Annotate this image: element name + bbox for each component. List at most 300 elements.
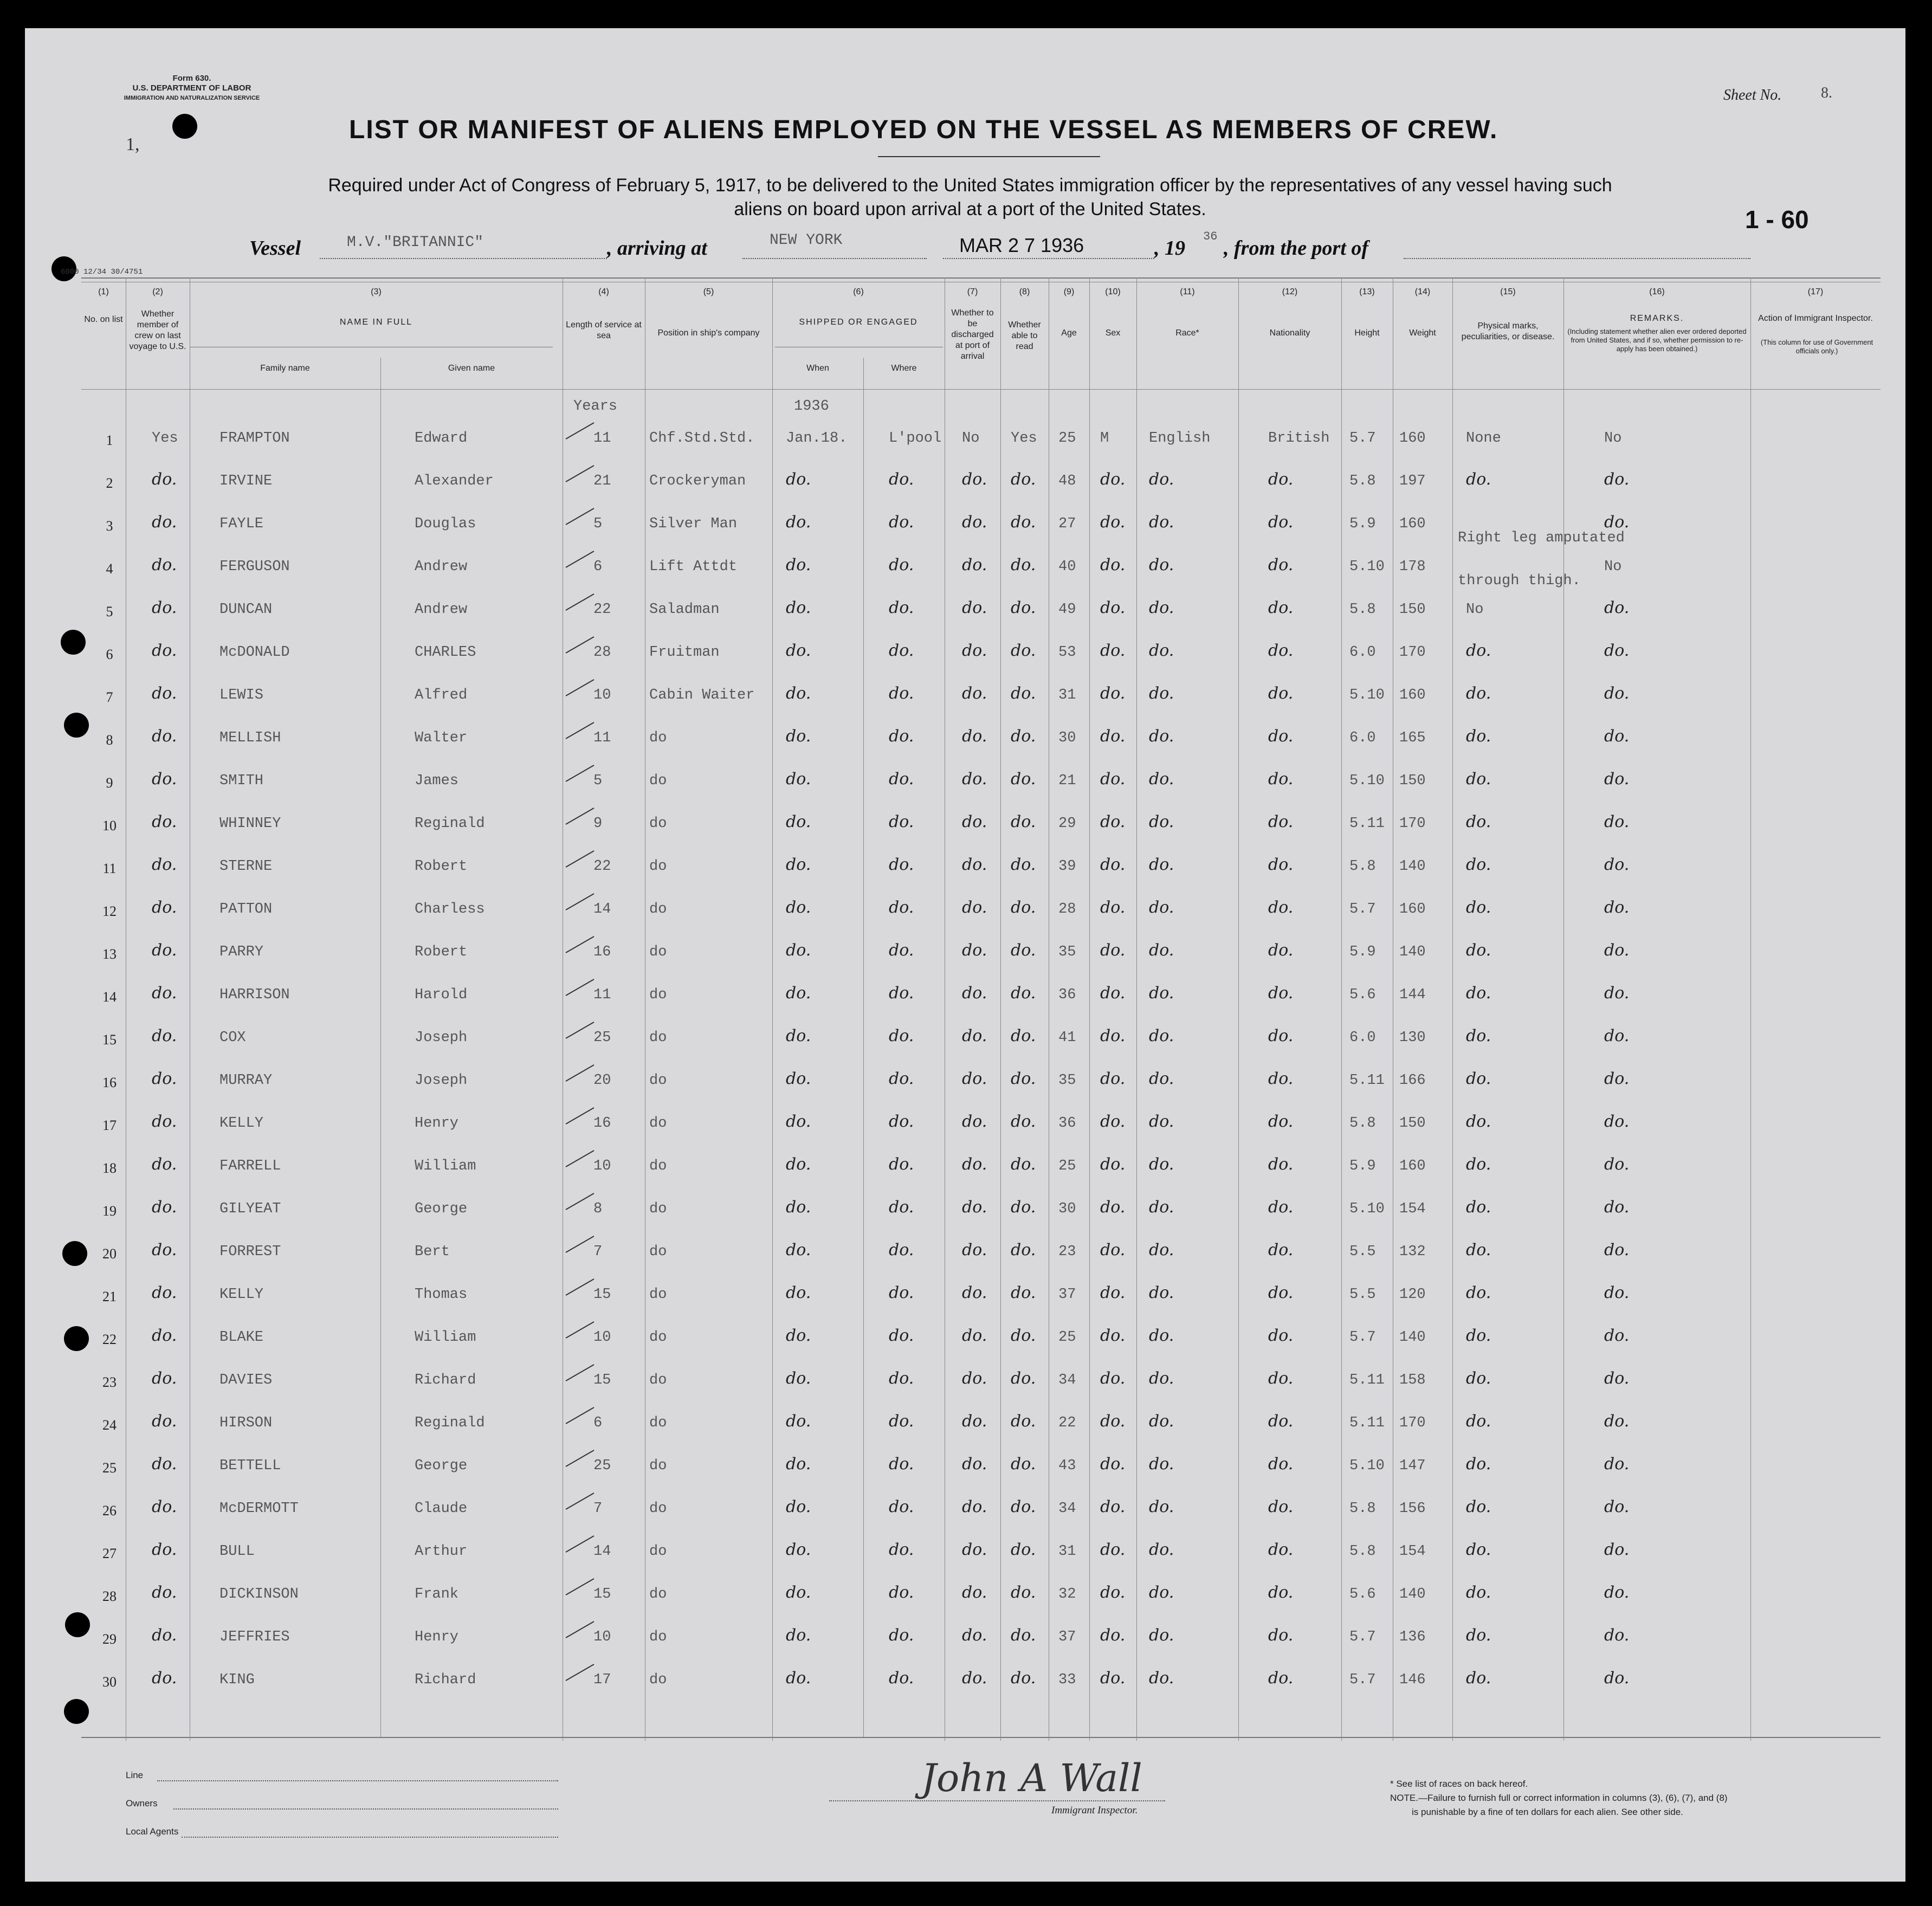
row-number: 2 [106, 475, 113, 491]
cell-when: do. [786, 598, 811, 617]
cell-where: do. [889, 898, 914, 917]
cell-given: William [415, 1158, 476, 1174]
cell-family: MELLISH [219, 730, 281, 746]
cell-weight: 160 [1399, 901, 1426, 918]
cell-given: Harold [415, 987, 468, 1003]
cell-crew: do. [152, 1669, 177, 1688]
cell-height: 5.7 [1349, 1329, 1376, 1346]
cell-age: 31 [1058, 687, 1076, 703]
cell-service: 10 [593, 1629, 611, 1645]
cell-marks: No [1466, 602, 1484, 618]
cell-marks: do. [1466, 1283, 1491, 1302]
cell-discharged: do. [962, 1069, 987, 1088]
from-port-label: , from the port of [1224, 237, 1369, 260]
cell-when: do. [786, 1540, 811, 1559]
cell-where: do. [889, 1198, 914, 1217]
cell-when: do. [786, 727, 811, 746]
cell-sex: do. [1100, 1326, 1126, 1345]
cell-position: do [649, 1543, 667, 1560]
cell-given: James [415, 773, 459, 789]
cell-marks: do. [1466, 727, 1491, 746]
cell-family: KING [219, 1672, 255, 1688]
column-label: Whether to be discharged at port of arrival [951, 308, 994, 361]
cell-where: do. [889, 984, 914, 1003]
column-number: (15) [1500, 287, 1516, 296]
cell-crew: Yes [152, 430, 178, 447]
cell-crew: do. [152, 1626, 177, 1645]
cell-race: do. [1149, 984, 1174, 1003]
row-number: 6 [106, 647, 113, 662]
cell-discharged: do. [962, 727, 987, 746]
binder-hole [64, 713, 89, 738]
cell-given: Joseph [415, 1030, 468, 1046]
cell-service: 15 [593, 1372, 611, 1388]
cell-remarks: do. [1604, 898, 1630, 917]
cell-family: HIRSON [219, 1415, 273, 1431]
cell-sex: do. [1100, 1240, 1126, 1259]
cell-family: PATTON [219, 901, 273, 918]
when-header: When [806, 364, 829, 373]
cell-race: do. [1149, 1155, 1174, 1174]
cell-given: Frank [415, 1586, 459, 1603]
cell-sex: do. [1100, 1155, 1126, 1174]
cell-remarks: do. [1604, 1112, 1630, 1131]
row-number: 7 [106, 689, 113, 705]
cell-remarks: do. [1604, 513, 1630, 532]
cell-family: FORREST [219, 1244, 281, 1260]
cell-given: Henry [415, 1629, 459, 1645]
cell-discharged: do. [962, 641, 987, 660]
cell-position: Chf.Std.Std. [649, 430, 755, 447]
cell-race: do. [1149, 770, 1174, 789]
cell-sex: do. [1100, 1112, 1126, 1131]
remarks-note: (Including statement whether alien ever ordered deported from United States, and if so, whether permission to re-apply has been obtained.) [1567, 327, 1747, 353]
row-number: 13 [102, 946, 117, 962]
cell-position: do [649, 1287, 667, 1303]
cell-position: do [649, 1372, 667, 1388]
cell-service: 5 [593, 773, 603, 789]
cell-remarks: do. [1604, 812, 1630, 831]
cell-read: do. [1011, 1669, 1036, 1688]
column-label: Length of service at sea [566, 320, 642, 340]
row-number: 29 [102, 1631, 117, 1647]
cell-age: 49 [1058, 602, 1076, 618]
table-top-rule [81, 277, 1881, 279]
cell-read: do. [1011, 1455, 1036, 1474]
cell-race: do. [1149, 684, 1174, 703]
cell-marks: do. [1466, 1669, 1491, 1688]
year-value: 36 [1203, 230, 1218, 243]
cell-height: 5.11 [1349, 1372, 1385, 1388]
cell-age: 30 [1058, 1201, 1076, 1217]
cell-marks: Right leg amputated [1458, 530, 1625, 546]
column-label: Physical marks, peculiarities, or disease. [1461, 321, 1555, 341]
cell-sex: do. [1100, 984, 1126, 1003]
cell-age: 27 [1058, 516, 1076, 532]
cell-weight: 160 [1399, 516, 1426, 532]
binder-hole [62, 1241, 87, 1266]
cell-nationality: do. [1268, 1583, 1294, 1602]
arriving-label: , arriving at [607, 237, 707, 260]
family-name-header: Family name [260, 364, 310, 373]
cell-given: Andrew [415, 559, 468, 575]
cell-given: Reginald [415, 1415, 485, 1431]
cell-crew: do. [152, 727, 177, 746]
cell-family: FAYLE [219, 516, 264, 532]
cell-weight: 166 [1399, 1072, 1426, 1089]
row-number: 22 [102, 1332, 117, 1347]
column-label: REMARKS. [1630, 314, 1684, 323]
cell-remarks: do. [1604, 770, 1630, 789]
cell-nationality: do. [1268, 1198, 1294, 1217]
cell-discharged: do. [962, 1540, 987, 1559]
cell-sex: do. [1100, 898, 1126, 917]
cell-race: do. [1149, 1240, 1174, 1259]
cell-family: FRAMPTON [219, 430, 290, 447]
column-number: (14) [1414, 287, 1431, 296]
cell-discharged: do. [962, 1369, 987, 1388]
cell-nationality: do. [1268, 727, 1294, 746]
cell-weight: 170 [1399, 644, 1426, 661]
cell-position: Silver Man [649, 516, 738, 532]
corner-marks: 1, [126, 134, 140, 154]
cell-sex: do. [1100, 1069, 1126, 1088]
cell-nationality: do. [1268, 812, 1294, 831]
cell-marks: do. [1466, 941, 1491, 960]
cell-position: do [649, 1415, 667, 1431]
cell-race: do. [1149, 1326, 1174, 1345]
cell-height: 5.9 [1349, 1158, 1376, 1174]
cell-height: 5.6 [1349, 1586, 1376, 1603]
cell-marks: do. [1466, 1369, 1491, 1388]
cell-remarks: do. [1604, 684, 1630, 703]
cell-where: do. [889, 770, 914, 789]
cell-remarks: do. [1604, 641, 1630, 660]
cell-service: 10 [593, 1329, 611, 1346]
cell-age: 25 [1058, 1158, 1076, 1174]
cell-read: do. [1011, 727, 1036, 746]
cell-read: do. [1011, 555, 1036, 574]
row-number: 15 [102, 1032, 117, 1048]
cell-crew: do. [152, 855, 177, 874]
column-number: (2) [152, 287, 163, 296]
cell-family: FARRELL [219, 1158, 281, 1174]
cell-when: do. [786, 1626, 811, 1645]
cell-weight: 140 [1399, 944, 1426, 960]
cell-crew: do. [152, 1412, 177, 1431]
cell-remarks: do. [1604, 1155, 1630, 1174]
row-number: 4 [106, 561, 113, 577]
cell-when: do. [786, 1026, 811, 1045]
cell-weight: 154 [1399, 1201, 1426, 1217]
cell-when: do. [786, 812, 811, 831]
cell-position: do [649, 1629, 667, 1645]
cell-position: do [649, 1115, 667, 1132]
cell-sex: do. [1100, 1283, 1126, 1302]
cell-given: Thomas [415, 1287, 468, 1303]
row-number: 5 [106, 604, 113, 619]
cell-read: do. [1011, 984, 1036, 1003]
cell-remarks: No [1604, 430, 1622, 447]
cell-discharged: do. [962, 1669, 987, 1688]
header-bottom-rule [81, 389, 1881, 390]
cell-age: 34 [1058, 1501, 1076, 1517]
cell-crew: do. [152, 770, 177, 789]
cell-sex: do. [1100, 555, 1126, 574]
cell-weight: 132 [1399, 1244, 1426, 1260]
cell-read: do. [1011, 684, 1036, 703]
cell-nationality: do. [1268, 470, 1294, 489]
cell-age: 32 [1058, 1586, 1076, 1603]
cell-family: DAVIES [219, 1372, 273, 1388]
row-number: 9 [106, 775, 113, 791]
cell-when: do. [786, 1583, 811, 1602]
cell-height: 5.8 [1349, 1543, 1376, 1560]
cell-crew: do. [152, 555, 177, 574]
cell-race: do. [1149, 1412, 1174, 1431]
subtitle [217, 173, 1723, 221]
cell-sex: do. [1100, 641, 1126, 660]
column-label: Age [1061, 328, 1077, 338]
cell-height: 6.0 [1349, 730, 1376, 746]
cell-family: DUNCAN [219, 602, 273, 618]
cell-remarks: do. [1604, 1069, 1630, 1088]
column-label: Position in ship's company [657, 328, 760, 338]
cell-given: CHARLES [415, 644, 476, 661]
cell-height: 5.11 [1349, 1415, 1385, 1431]
cell-position: Crockeryman [649, 473, 746, 489]
cell-when: Jan.18. [786, 430, 848, 447]
cell-where: do. [889, 727, 914, 746]
cell-sex: do. [1100, 1455, 1126, 1474]
cell-marks: do. [1466, 855, 1491, 874]
row-number: 18 [102, 1160, 117, 1176]
cell-read: do. [1011, 1326, 1036, 1345]
cell-when: do. [786, 555, 811, 574]
cell-when: do. [786, 513, 811, 532]
cell-when: do. [786, 1198, 811, 1217]
cell-family: COX [219, 1030, 246, 1046]
cell-service: 8 [593, 1201, 603, 1217]
cell-service: 21 [593, 473, 611, 489]
cell-crew: do. [152, 1455, 177, 1474]
cell-remarks: do. [1604, 1326, 1630, 1345]
cell-discharged: do. [962, 470, 987, 489]
cell-weight: 140 [1399, 1329, 1426, 1346]
cell-read: do. [1011, 1026, 1036, 1045]
cell-marks: through thigh. [1458, 573, 1581, 589]
cell-service: 15 [593, 1586, 611, 1603]
cell-height: 5.7 [1349, 430, 1376, 447]
cell-service: 6 [593, 559, 603, 575]
cell-position: do [649, 1501, 667, 1517]
cell-race: English [1149, 430, 1211, 447]
cell-height: 5.7 [1349, 901, 1376, 918]
cell-marks: do. [1466, 984, 1491, 1003]
column-number: (9) [1063, 287, 1075, 296]
row-number: 17 [102, 1117, 117, 1133]
cell-weight: 120 [1399, 1287, 1426, 1303]
cell-service: 17 [593, 1672, 611, 1688]
cell-age: 37 [1058, 1287, 1076, 1303]
cell-when: do. [786, 941, 811, 960]
cell-position: do [649, 944, 667, 960]
row-number: 8 [106, 732, 113, 748]
cell-nationality: do. [1268, 1626, 1294, 1645]
column-number: (11) [1180, 287, 1195, 296]
cell-sex: do. [1100, 684, 1126, 703]
cell-sex: do. [1100, 770, 1126, 789]
cell-marks: do. [1466, 1497, 1491, 1516]
cell-given: Alfred [415, 687, 468, 703]
cell-race: do. [1149, 470, 1174, 489]
cell-crew: do. [152, 941, 177, 960]
cell-read: do. [1011, 1369, 1036, 1388]
cell-weight: 165 [1399, 730, 1426, 746]
cell-age: 36 [1058, 1115, 1076, 1132]
cell-given: Bert [415, 1244, 450, 1260]
cell-remarks: do. [1604, 984, 1630, 1003]
binder-hole [64, 1699, 89, 1724]
cell-age: 33 [1058, 1672, 1076, 1688]
cell-family: PARRY [219, 944, 264, 960]
column-number: (5) [703, 287, 714, 296]
cell-crew: do. [152, 1497, 177, 1516]
cell-discharged: do. [962, 1198, 987, 1217]
column-label: Whether able to read [1008, 320, 1041, 351]
cell-when: do. [786, 1669, 811, 1688]
cell-sex: do. [1100, 855, 1126, 874]
cell-nationality: do. [1268, 1455, 1294, 1474]
cell-crew: do. [152, 1583, 177, 1602]
cell-nationality: do. [1268, 1240, 1294, 1259]
cell-when: do. [786, 898, 811, 917]
row-number: 30 [102, 1674, 117, 1690]
cell-discharged: do. [962, 1283, 987, 1302]
cell-family: MURRAY [219, 1072, 273, 1089]
cell-age: 31 [1058, 1543, 1076, 1560]
cell-height: 5.10 [1349, 687, 1385, 703]
cell-read: do. [1011, 1112, 1036, 1131]
cell-race: do. [1149, 1026, 1174, 1045]
column-label: Whether member of crew on last voyage to U.S. [129, 309, 186, 351]
cell-nationality: do. [1268, 770, 1294, 789]
cell-marks: do. [1466, 1540, 1491, 1559]
cell-marks: do. [1466, 1240, 1491, 1259]
cell-when: do. [786, 1326, 811, 1345]
row-number: 26 [102, 1503, 117, 1519]
cell-discharged: No [962, 430, 980, 447]
cell-where: do. [889, 684, 914, 703]
cell-race: do. [1149, 1112, 1174, 1131]
cell-discharged: do. [962, 1412, 987, 1431]
cell-read: do. [1011, 1198, 1036, 1217]
cell-marks: None [1466, 430, 1501, 447]
cell-service: 22 [593, 602, 611, 618]
cell-position: Cabin Waiter [649, 687, 755, 703]
cell-read: do. [1011, 855, 1036, 874]
cell-crew: do. [152, 513, 177, 532]
cell-marks: do. [1466, 1326, 1491, 1345]
cell-read: do. [1011, 1155, 1036, 1174]
column-number: (13) [1359, 287, 1375, 296]
cell-nationality: do. [1268, 941, 1294, 960]
row-number: 12 [102, 903, 117, 919]
cell-family: SMITH [219, 773, 264, 789]
cell-nationality: do. [1268, 1069, 1294, 1088]
cell-when: do. [786, 1069, 811, 1088]
cell-read: do. [1011, 598, 1036, 617]
cell-marks: do. [1466, 1198, 1491, 1217]
cell-position: do [649, 1201, 667, 1217]
cell-family: WHINNEY [219, 816, 281, 832]
column-label: Sex [1105, 328, 1121, 338]
year-label: , 19 [1154, 237, 1185, 260]
cell-weight: 130 [1399, 1030, 1426, 1046]
cell-where: do. [889, 1326, 914, 1345]
column-label: Weight [1409, 328, 1436, 338]
cell-marks: do. [1466, 1026, 1491, 1045]
cell-given: Reginald [415, 816, 485, 832]
cell-sex: do. [1100, 1026, 1126, 1045]
cell-race: do. [1149, 598, 1174, 617]
cell-nationality: do. [1268, 1669, 1294, 1688]
cell-where: do. [889, 1026, 914, 1045]
cell-marks: do. [1466, 1455, 1491, 1474]
binder-hole [172, 114, 197, 139]
cell-crew: do. [152, 1198, 177, 1217]
cell-sex: do. [1100, 1497, 1126, 1516]
cell-discharged: do. [962, 1455, 987, 1474]
cell-height: 5.5 [1349, 1287, 1376, 1303]
cell-weight: 178 [1399, 559, 1426, 575]
cell-family: BULL [219, 1543, 255, 1560]
column-number: (8) [1019, 287, 1030, 296]
cell-age: 21 [1058, 773, 1076, 789]
cell-when: do. [786, 1112, 811, 1131]
cell-height: 5.8 [1349, 1115, 1376, 1132]
cell-where: do. [889, 1540, 914, 1559]
cell-position: do [649, 816, 667, 832]
cell-read: do. [1011, 470, 1036, 489]
cell-race: do. [1149, 941, 1174, 960]
cell-nationality: do. [1268, 1326, 1294, 1345]
cell-family: KELLY [219, 1287, 264, 1303]
binder-hole [65, 1612, 90, 1637]
page-title: LIST OR MANIFEST OF ALIENS EMPLOYED ON THE VESSEL AS MEMBERS OF CREW. [349, 115, 1498, 144]
cell-family: McDERMOTT [219, 1501, 299, 1517]
cell-service: 11 [593, 430, 611, 447]
cell-read: do. [1011, 1626, 1036, 1645]
cell-where: do. [889, 1112, 914, 1131]
cell-service: 16 [593, 944, 611, 960]
cell-crew: do. [152, 1369, 177, 1388]
cell-marks: do. [1466, 898, 1491, 917]
cell-given: Andrew [415, 602, 468, 618]
cell-weight: 150 [1399, 1115, 1426, 1132]
cell-sex: do. [1100, 1412, 1126, 1431]
cell-marks: do. [1466, 684, 1491, 703]
cell-weight: 147 [1399, 1458, 1426, 1474]
cell-service: 15 [593, 1287, 611, 1303]
cell-nationality: do. [1268, 1412, 1294, 1431]
cell-race: do. [1149, 1583, 1174, 1602]
cell-sex: M [1100, 430, 1109, 447]
column-label: Height [1354, 328, 1380, 338]
cell-weight: 156 [1399, 1501, 1426, 1517]
row-number: 25 [102, 1460, 117, 1476]
table-bottom-rule [81, 1737, 1881, 1738]
